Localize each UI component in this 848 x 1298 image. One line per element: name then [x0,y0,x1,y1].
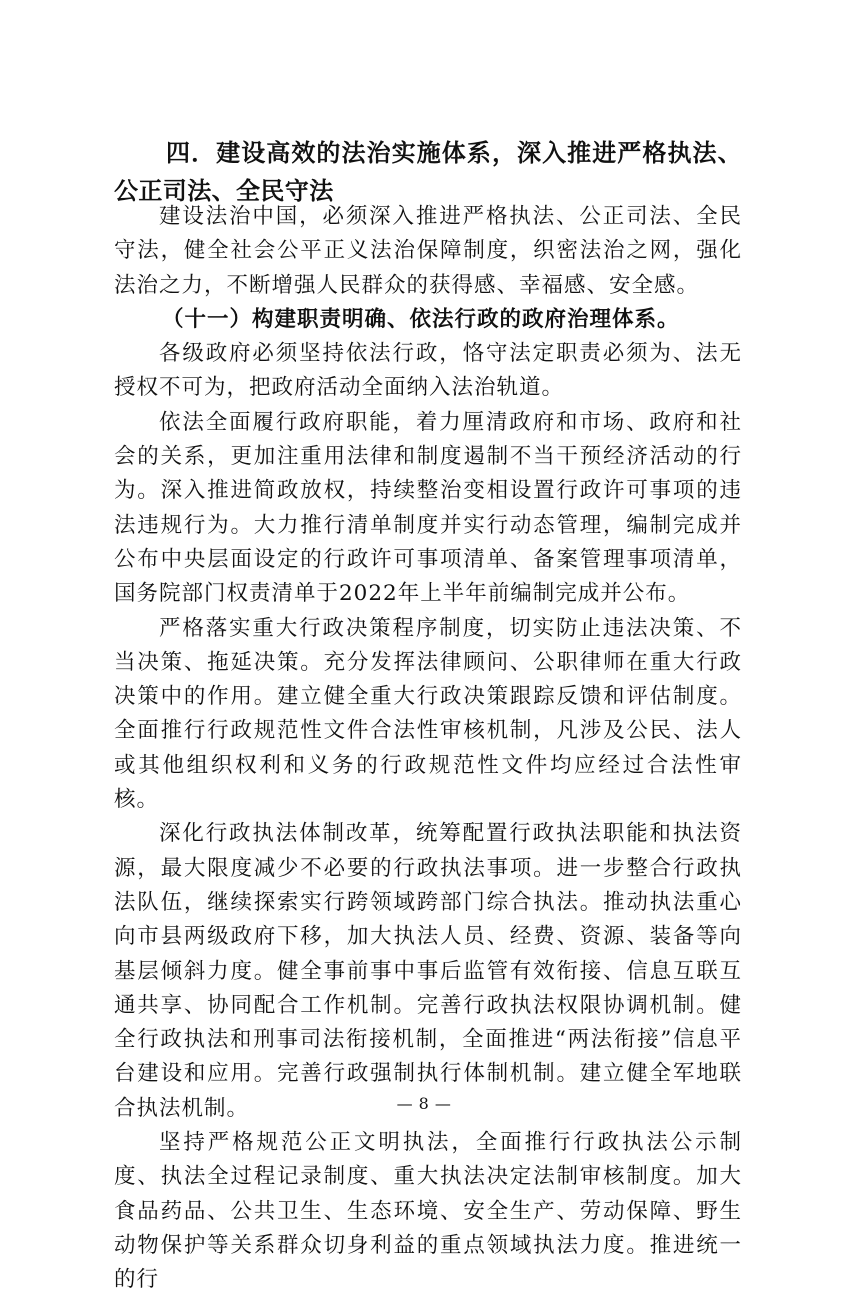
paragraph-intro: 建设法治中国，必须深入推进严格执法、公正司法、全民守法，健全社会公平正义法治保障制度，织密法治之网，强化法治之力，不断增强人民群众的获得感、幸福感、安全感。 [114,204,742,298]
section-heading: 四．建设高效的法治实施体系，深入推进严格执法、公正司法、全民守法 [114,139,742,205]
paragraph-government-functions: 依法全面履行政府职能，着力厘清政府和市场、政府和社会的关系，更加注重用法律和制度遏制不当干预经济活动的行为。深入推进简政放权，持续整治变相设置行政许可事项的违法违规行为。大力推行清单制度并实行动态管理，编制完成并公布中央层面设定的行政许可事项清单、备案管理事项清单，国务院部门权责清单于2022年上半年前编制完成并公布。 [114,409,742,607]
body-text [114,200,742,1298]
subsection-heading: （十一）构建职责明确、依法行政的政府治理体系。 [162,306,680,332]
paragraph-decision-procedure: 严格落实重大行政决策程序制度，切实防止违法决策、不当决策、拖延决策。充分发挥法律顾问、公职律师在重大行政决策中的作用。建立健全重大行政决策跟踪反馈和评估制度。全面推行行政规范性文件合法性审核机制，凡涉及公民、法人或其他组织权利和义务的行政规范性文件均应经过合法性审核。 [114,615,742,813]
paragraph-lawful-administration: 各级政府必须坚持依法行政，恪守法定职责必须为、法无授权不可为，把政府活动全面纳入法治轨道。 [114,341,742,401]
paragraph-strict-enforcement: 坚持严格规范公正文明执法，全面推行行政执法公示制度、执法全过程记录制度、重大执法决定法制审核制度。加大食品药品、公共卫生、生态环境、安全生产、劳动保障、野生动物保护等关系群众切身利益的重点领域执法力度。推进统一的行 [114,1130,742,1293]
paragraph-enforcement-reform: 深化行政执法体制改革，统筹配置行政执法职能和执法资源，最大限度减少不必要的行政执法事项。进一步整合行政执法队伍，继续探索实行跨领域跨部门综合执法。推动执法重心向市县两级政府下移，加大执法人员、经费、资源、装备等向基层倾斜力度。健全事前事中事后监管有效衔接、信息互联互通共享、协同配合工作机制。完善行政执法权限协调机制。健全行政执法和刑事司法衔接机制，全面推进“两法衔接”信息平台建设和应用。完善行政强制执行体制机制。建立健全军地联合执法机制。 [114,821,742,1121]
page-number: — 8 — [396,1094,452,1113]
